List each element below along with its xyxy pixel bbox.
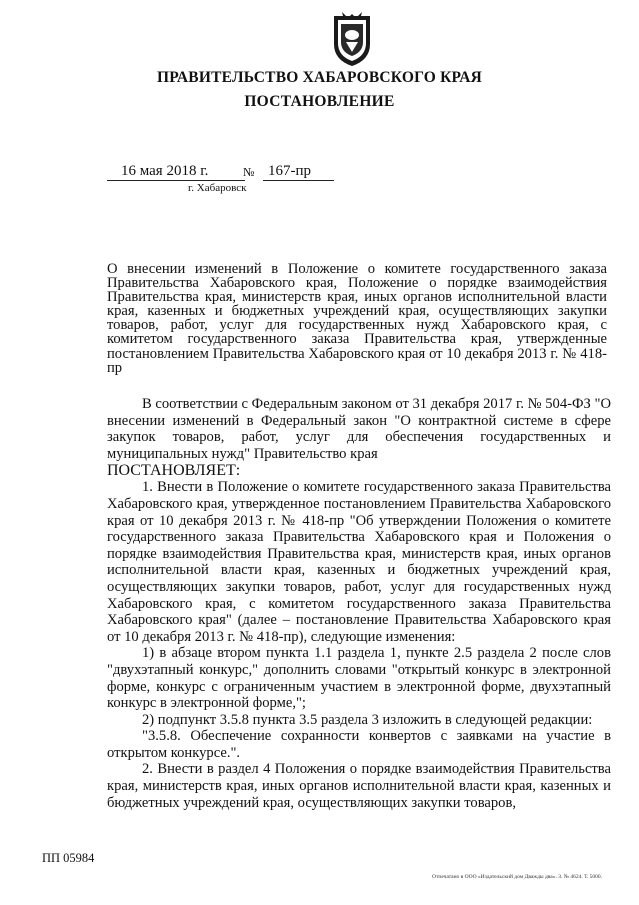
paragraph-1-item-2-quote: "3.5.8. Обеспечение сохранности конвертов с заявками на участие в открытом конкурсе.". [107,728,611,761]
paragraph-1: 1. Внести в Положение о комитете государственного заказа Правительства Хабаровского края, утвержденное постановлением Правительства Хабаровского края от 10 декабря 2013 г. № 418-пр "Об утверждении Положения о комитете государственного заказа Правительства Хабаровского края и Положения о порядке взаимодействия Правительства края, министерств края, иных органов исполнительной власти края, казенных и бюджетных учреждений края, осуществляющих закупки товаров, работ, услуг для государственных нужд Хабаровского края, с комитетом государственного заказа Правительства Хабаровского края" (далее – постановление Правительства Хабаровского края от 10 декабря 2013 г. № 418-пр), следующие изменения: [107,479,611,645]
printer-imprint: Отпечатано в ООО «Издательский дом Дважды два». З. № 4624. Т. 5000. [432,874,603,880]
subject-text: О внесении изменений в Положение о комитете государственного заказа Правительства Хабаровского края, Положение о порядке взаимодействия Правительства края, министерств края, иных органов исполнительной власти края, казенных и бюджетных учреждений края, осуществляющих закупки товаров, работ, услуг для государственных нужд Хабаровского края, с комитетом государственного заказа Правительства края, утвержденные постановлением Правительства Хабаровского края от 10 декабря 2013 г. № 418-пр [107,261,607,376]
decree-date: 16 мая 2018 г. [121,163,209,179]
document-code: ПП 05984 [42,851,95,865]
decree-subject [107,262,607,375]
decree-word: ПОСТАНОВЛЯЕТ: [107,462,241,480]
date-underline [107,180,245,181]
paragraph-1-item-2: 2) подпункт 3.5.8 пункта 3.5 раздела 3 изложить в следующей редакции: [142,711,593,728]
decree-body [107,396,611,811]
decree-city: г. Хабаровск [188,182,247,194]
coat-of-arms-icon [328,10,376,68]
paragraph-2: 2. Внести в раздел 4 Положения о порядке взаимодействия Правительства края, министерств края, иных органов исполнительной власти края, казенных и бюджетных учреждений края, осуществляющих закупки товаров, [107,761,611,811]
decree-number: 167-пр [268,163,312,179]
number-sign: № [243,165,255,179]
document-type: ПОСТАНОВЛЕНИЕ [244,93,395,110]
intro-paragraph: В соответствии с Федеральным законом от 31 декабря 2017 г. № 504-ФЗ "О внесении изменений в Федеральный закон "О контрактной системе в сфере закупок товаров, работ, услуг для обеспечения государственных и муниципальных нужд" Правительство края [107,396,611,462]
number-underline [263,180,334,181]
paragraph-1-item-1: 1) в абзаце втором пункта 1.1 раздела 1, пункте 2.5 раздела 2 после слов "двухэтапный конкурс," дополнить словами "открытый конкурс в электронной форме, конкурс с ограниченным участием в электронной форме, двухэтапный конкурс в электронной форме,"; [107,645,611,712]
government-name: ПРАВИТЕЛЬСТВО ХАБАРОВСКОГО КРАЯ [156,69,483,86]
